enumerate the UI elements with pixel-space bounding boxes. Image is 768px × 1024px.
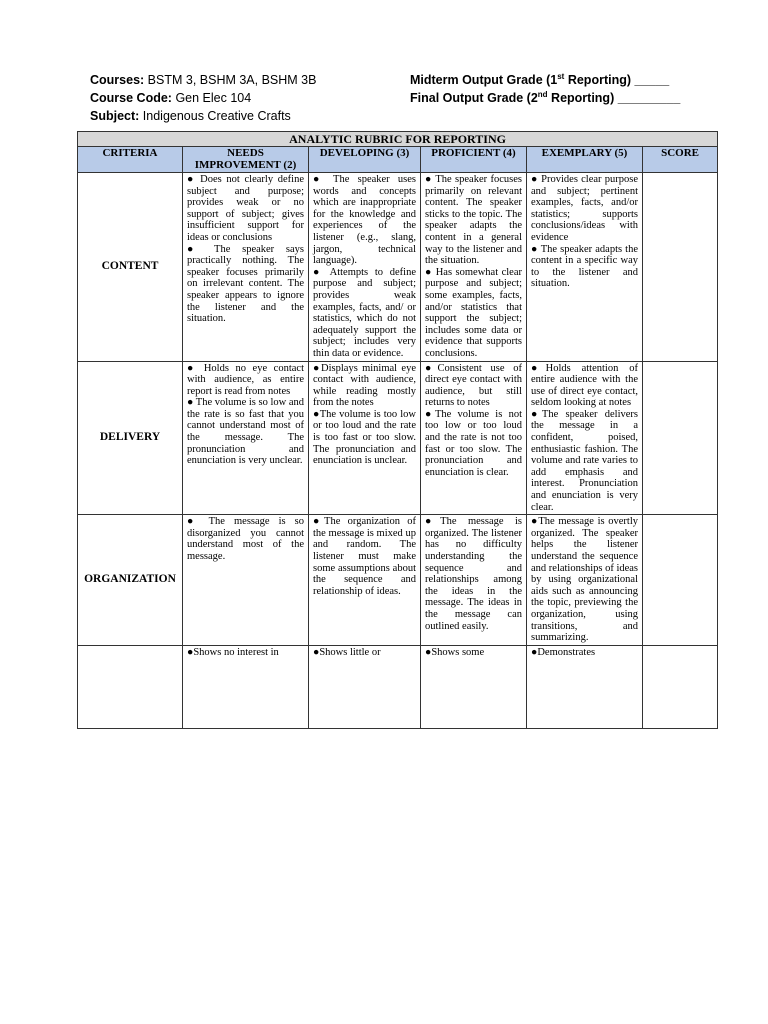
table-row <box>78 645 718 728</box>
rubric-title-row <box>78 132 718 147</box>
exemplary-cell <box>527 361 643 515</box>
score-cell[interactable] <box>643 361 718 515</box>
criteria-cell: DELIVERY <box>78 361 183 515</box>
developing-cell <box>309 515 421 646</box>
proficient-cell <box>421 173 527 362</box>
col-needs-improvement: NEEDS IMPROVEMENT (2) <box>183 147 309 173</box>
midterm-grade-line: Midterm Output Grade (1st Reporting) _____ <box>410 71 670 87</box>
descriptor-text: ●Shows some <box>425 646 485 658</box>
descriptor-text: ●The volume is too low or too loud and the rate is too fast or too slow. The pronunciation and enunciation is unclear. <box>313 408 416 467</box>
table-row <box>78 515 718 646</box>
descriptor-text: ●Shows no interest in <box>187 646 279 658</box>
criteria-cell: CONTENT <box>78 173 183 362</box>
descriptor-text: ●The organization of the message is mixed up and random. The listener must make some assumptions about the sequence and relationship of ideas. <box>313 516 416 597</box>
col-criteria: CRITERIA <box>78 147 183 173</box>
rubric-body <box>78 173 718 729</box>
score-cell[interactable] <box>643 173 718 362</box>
descriptor-text: ● The message is so disorganized you cannot understand most of the message. <box>187 516 304 562</box>
proficient-cell <box>421 645 527 728</box>
exemplary-cell <box>527 173 643 362</box>
descriptor-text: ● Attempts to define purpose and subject; provides weak examples, facts, and/ or statistics, which do not adequately support the subject; includes very thin data or evidence. <box>313 266 416 359</box>
descriptor-text: ● Provides clear purpose and subject; pertinent examples, facts, and/or statistics; supports conclusions/ideas with evidence <box>531 174 638 243</box>
header-right <box>410 71 680 107</box>
descriptor-text: ● The speaker says practically nothing. The speaker focuses primarily on irrelevant content. The speaker appears to ignore the listener and the situation. <box>187 243 304 325</box>
col-proficient: PROFICIENT (4) <box>421 147 527 173</box>
final-grade-line: Final Output Grade (2nd Reporting) _________ <box>410 89 681 105</box>
proficient-cell <box>421 361 527 515</box>
descriptor-text: ●Displays minimal eye contact with audience, while reading mostly from the notes <box>313 362 416 409</box>
developing-cell <box>309 173 421 362</box>
proficient-cell <box>421 515 527 646</box>
table-row <box>78 361 718 515</box>
descriptor-text: ●Shows little or <box>313 646 381 658</box>
col-developing: DEVELOPING (3) <box>309 147 421 173</box>
header-left <box>90 71 316 125</box>
descriptor-text: ● The speaker focuses primarily on relevant content. The speaker sticks to the topic. The speaker adapts the content in a general way to the listener and the situation. <box>425 174 522 267</box>
col-exemplary: EXEMPLARY (5) <box>527 147 643 173</box>
descriptor-text: ●Holds attention of entire audience with the use of direct eye contact, seldom looking at notes <box>531 362 638 409</box>
score-cell[interactable] <box>643 515 718 646</box>
descriptor-text: ● Has somewhat clear purpose and subject; some examples, facts, and/or statistics that support the subject; includes some data or evidence that supports conclusions. <box>425 266 522 359</box>
developing-cell <box>309 361 421 515</box>
descriptor-text: ●The message is organized. The listener has no difficulty understanding the sequence and relationships among the ideas in the message. The ideas in the message can outlined easily. <box>425 516 522 632</box>
exemplary-cell <box>527 645 643 728</box>
descriptor-text: ● The speaker adapts the content in a specific way to the listener and situation. <box>531 243 638 290</box>
descriptor-text: ● The volume is so low and the rate is so fast that you cannot understand most of the message. The pronunciation and enunciation is very unclear. <box>187 397 304 467</box>
needs-cell <box>183 173 309 362</box>
table-row <box>78 173 718 362</box>
criteria-cell: ORGANIZATION <box>78 515 183 646</box>
needs-cell <box>183 645 309 728</box>
needs-cell <box>183 361 309 515</box>
descriptor-text: ●The volume is not too low or too loud and the rate is not too fast or too slow. The pronunciation and enunciation is clear. <box>425 408 522 478</box>
descriptor-text: ● Holds no eye contact with audience, as entire report is read from notes <box>187 362 304 397</box>
needs-cell <box>183 515 309 646</box>
descriptor-text: ●Demonstrates <box>531 646 596 658</box>
descriptor-text: ● The speaker uses words and concepts which are inappropriate for the knowledge and experiences of the listener (e.g., slang, jargon, technical language). <box>313 174 416 267</box>
descriptor-text: ●Consistent use of direct eye contact with audience, but still returns to notes <box>425 362 522 409</box>
subject-line: Subject: Indigenous Creative Crafts <box>90 109 291 123</box>
rubric-header-row <box>78 147 718 173</box>
developing-cell <box>309 645 421 728</box>
descriptor-text: ●The speaker delivers the message in a confident, poised, enthusiastic fashion. The volume and rate varies to add emphasis and interest. Pronunciation and enunciation is very clear. <box>531 408 638 513</box>
descriptor-text: ●The message is overtly organized. The speaker helps the listener understand the sequence and relationships of ideas by using organizational aids such as announcing the topic, previewing the organization, using transitions, and summarizing. <box>531 516 639 644</box>
courses-line: Courses: BSTM 3, BSHM 3A, BSHM 3B <box>90 73 317 87</box>
col-score: SCORE <box>643 147 718 173</box>
score-cell[interactable] <box>643 645 718 728</box>
exemplary-cell <box>527 515 643 646</box>
descriptor-text: ● Does not clearly define subject and purpose; provides weak or no support of subject; gives insufficient support for ideas or conclusions <box>187 174 304 243</box>
criteria-cell <box>78 645 183 728</box>
rubric-title: ANALYTIC RUBRIC FOR REPORTING <box>78 132 718 147</box>
course-code-line: Course Code: Gen Elec 104 <box>90 91 252 105</box>
rubric-table <box>77 131 718 729</box>
